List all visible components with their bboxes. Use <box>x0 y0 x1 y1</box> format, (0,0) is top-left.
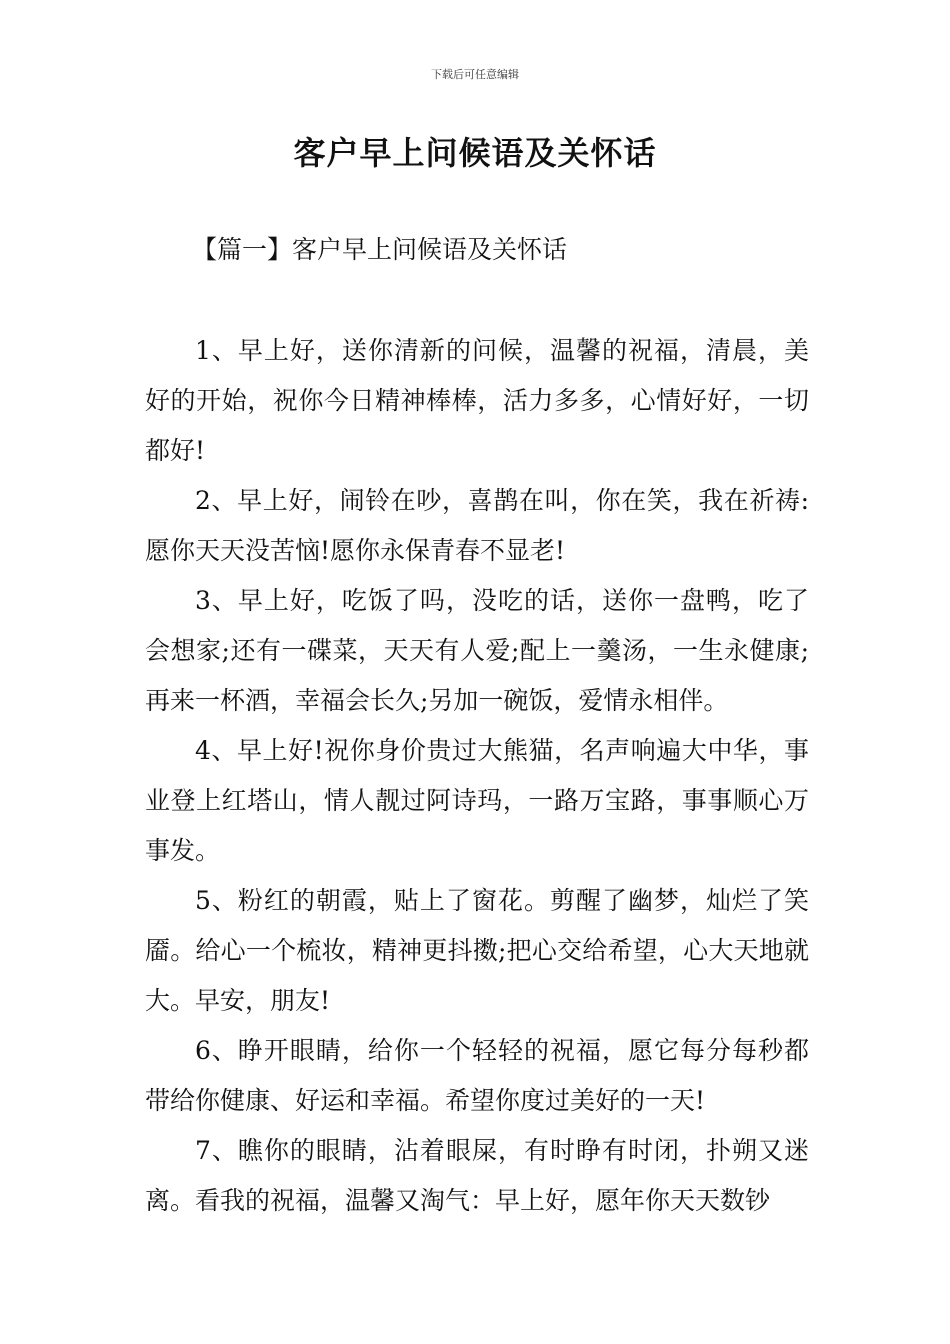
paragraph: 2、早上好，闹铃在吵，喜鹊在叫，你在笑，我在祈祷:愿你天天没苦恼!愿你永保青春不显老! <box>145 486 809 565</box>
paragraph: 7、瞧你的眼睛，沾着眼屎，有时睁有时闭，扑朔又迷离。看我的祝福，温馨又淘气：早上好，愿年你天天数钞 <box>145 1136 809 1215</box>
paragraph: 6、睁开眼睛，给你一个轻轻的祝福，愿它每分每秒都带给你健康、好运和幸福。希望你度过美好的一天! <box>145 1036 809 1115</box>
document-body <box>145 326 809 1226</box>
header-note: 下载后可任意编辑 <box>431 68 519 81</box>
document-title: 客户早上问候语及关怀话 <box>293 134 657 172</box>
paragraph: 4、早上好!祝你身价贵过大熊猫，名声响遍大中华，事业登上红塔山，情人靓过阿诗玛，一路万宝路，事事顺心万事发。 <box>145 736 809 865</box>
section-heading: 【篇一】客户早上问候语及关怀话 <box>192 235 568 264</box>
paragraph: 1、早上好，送你清新的问候，温馨的祝福，清晨，美好的开始，祝你今日精神棒棒，活力多多，心情好好，一切都好! <box>145 336 809 465</box>
paragraph: 5、粉红的朝霞，贴上了窗花。剪醒了幽梦，灿烂了笑靥。给心一个梳妆，精神更抖擞;把心交给希望，心大天地就大。早安，朋友! <box>145 886 809 1015</box>
paragraph: 3、早上好，吃饭了吗，没吃的话，送你一盘鸭，吃了会想家;还有一碟菜，天天有人爱;配上一羹汤，一生永健康;再来一杯酒，幸福会长久;另加一碗饭，爱情永相伴。 <box>145 586 809 715</box>
